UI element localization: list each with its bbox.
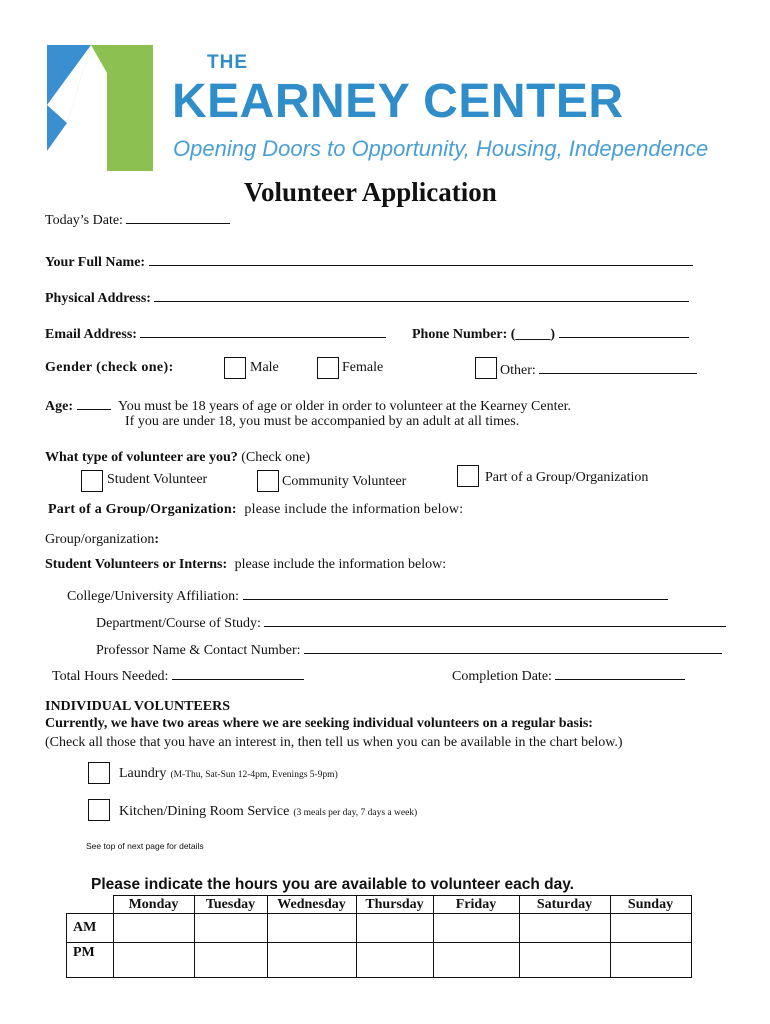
full-name-field[interactable] — [149, 252, 693, 266]
female-checkbox[interactable] — [317, 357, 339, 379]
physical-address-field[interactable] — [154, 288, 689, 302]
phone-field[interactable] — [559, 324, 689, 338]
hours-field[interactable] — [172, 666, 304, 680]
todays-date-field[interactable] — [126, 210, 230, 224]
email-row — [45, 324, 386, 343]
corner-cell — [67, 896, 114, 914]
college-label: College/University Affiliation: — [67, 589, 239, 604]
laundry-checkbox[interactable] — [88, 762, 110, 784]
female-label: Female — [342, 360, 384, 375]
pm-thursday-cell[interactable] — [356, 943, 433, 978]
day-header-tuesday: Tuesday — [194, 896, 267, 914]
page-title: Volunteer Application — [244, 177, 497, 207]
physical-address-label: Physical Address: — [45, 291, 151, 306]
todays-date-label: Today’s Date: — [45, 213, 123, 228]
group-section-title: Part of a Group/Organization: — [48, 502, 237, 517]
full-name-row — [45, 252, 693, 271]
individual-currently: Currently, we have two areas where we are seeking individual volunteers on a regular basis: — [45, 716, 593, 731]
kearney-center-logo-mark — [47, 43, 157, 171]
email-field[interactable] — [140, 324, 386, 338]
laundry-label: Laundry — [119, 766, 167, 781]
pm-tuesday-cell[interactable] — [194, 943, 267, 978]
see-next-page-note: See top of next page for details — [86, 841, 204, 851]
age-row — [45, 396, 571, 415]
pm-monday-cell[interactable] — [113, 943, 194, 978]
full-name-label: Your Full Name: — [45, 255, 146, 270]
kitchen-label: Kitchen/Dining Room Service — [119, 804, 290, 819]
group-organization-label: Part of a Group/Organization — [485, 470, 649, 485]
kitchen-checkbox[interactable] — [88, 799, 110, 821]
group-organization-checkbox[interactable] — [457, 465, 479, 487]
age-minor-note: If you are under 18, you must be accompanied by an adult at all times. — [125, 414, 520, 429]
male-label: Male — [250, 360, 279, 375]
other-row — [500, 360, 697, 379]
other-field[interactable] — [539, 360, 697, 374]
row-label-pm: PM — [67, 943, 114, 978]
am-sunday-cell[interactable] — [610, 914, 691, 943]
am-thursday-cell[interactable] — [356, 914, 433, 943]
hours-row — [52, 666, 304, 685]
professor-field[interactable] — [304, 640, 722, 654]
am-wednesday-cell[interactable] — [267, 914, 356, 943]
student-volunteer-checkbox[interactable] — [81, 470, 103, 492]
phone-row — [412, 324, 689, 343]
availability-header-row — [67, 896, 692, 914]
other-label: Other: — [500, 363, 536, 378]
logo-tagline: Opening Doors to Opportunity, Housing, Independence — [173, 136, 709, 161]
college-row — [67, 586, 668, 605]
completion-row — [452, 666, 685, 685]
student-section-title: Student Volunteers or Interns: — [45, 557, 228, 572]
day-header-sunday: Sunday — [610, 896, 691, 914]
community-volunteer-checkbox[interactable] — [257, 470, 279, 492]
group-section-instruction: please include the information below: — [244, 502, 464, 517]
age-label: Age: — [45, 399, 73, 414]
other-checkbox[interactable] — [475, 357, 497, 379]
email-label: Email Address: — [45, 327, 137, 342]
group-section-heading — [48, 502, 463, 518]
professor-row — [96, 640, 722, 659]
completion-label: Completion Date: — [452, 669, 552, 684]
college-field[interactable] — [243, 586, 668, 600]
department-row — [96, 613, 726, 632]
am-monday-cell[interactable] — [113, 914, 194, 943]
am-saturday-cell[interactable] — [519, 914, 610, 943]
logo-name: KEARNEY CENTER — [172, 75, 624, 128]
availability-heading: Please indicate the hours you are available to volunteer each day. — [91, 876, 574, 893]
day-header-saturday: Saturday — [519, 896, 610, 914]
day-header-friday: Friday — [433, 896, 519, 914]
completion-field[interactable] — [555, 666, 685, 680]
group-organization-colon: : — [154, 532, 160, 547]
department-field[interactable] — [264, 613, 726, 627]
laundry-hours: (M-Thu, Sat-Sun 12-4pm, Evenings 5-9pm) — [170, 770, 338, 780]
day-header-thursday: Thursday — [356, 896, 433, 914]
pm-sunday-cell[interactable] — [610, 943, 691, 978]
age-field[interactable] — [77, 396, 111, 410]
pm-wednesday-cell[interactable] — [267, 943, 356, 978]
hours-label: Total Hours Needed: — [52, 669, 169, 684]
availability-row-am — [67, 914, 692, 943]
row-label-am: AM — [67, 914, 114, 943]
volunteer-type-check-one: (Check one) — [241, 450, 311, 465]
student-volunteer-label: Student Volunteer — [107, 472, 208, 487]
pm-saturday-cell[interactable] — [519, 943, 610, 978]
availability-row-pm — [67, 943, 692, 978]
student-section-heading — [45, 557, 446, 573]
logo-the: THE — [207, 52, 248, 73]
volunteer-type-question — [45, 450, 310, 466]
availability-table — [66, 895, 692, 978]
department-label: Department/Course of Study: — [96, 616, 261, 631]
male-checkbox[interactable] — [224, 357, 246, 379]
gender-label: Gender (check one): — [45, 360, 174, 375]
kitchen-hours: (3 meals per day, 7 days a week) — [293, 808, 418, 818]
group-organization-field-label: Group/organization — [45, 532, 155, 547]
phone-label: Phone Number: (_____) — [412, 327, 556, 342]
kitchen-row — [119, 802, 417, 820]
am-tuesday-cell[interactable] — [194, 914, 267, 943]
day-header-wednesday: Wednesday — [267, 896, 356, 914]
todays-date-row — [45, 210, 230, 229]
group-organization-row — [45, 532, 159, 548]
laundry-row — [119, 764, 338, 782]
pm-friday-cell[interactable] — [433, 943, 519, 978]
professor-label: Professor Name & Contact Number: — [96, 643, 301, 658]
day-header-monday: Monday — [113, 896, 194, 914]
physical-address-row — [45, 288, 689, 307]
community-volunteer-label: Community Volunteer — [282, 474, 407, 489]
volunteer-type-label: What type of volunteer are you? — [45, 450, 238, 465]
age-requirement: You must be 18 years of age or older in order to volunteer at the Kearney Center. — [118, 399, 572, 414]
individual-heading: INDIVIDUAL VOLUNTEERS — [45, 699, 231, 714]
am-friday-cell[interactable] — [433, 914, 519, 943]
individual-check-all: (Check all those that you have an interest in, then tell us when you can be available in the chart below.) — [45, 735, 623, 750]
student-section-instruction: please include the information below: — [234, 557, 447, 572]
